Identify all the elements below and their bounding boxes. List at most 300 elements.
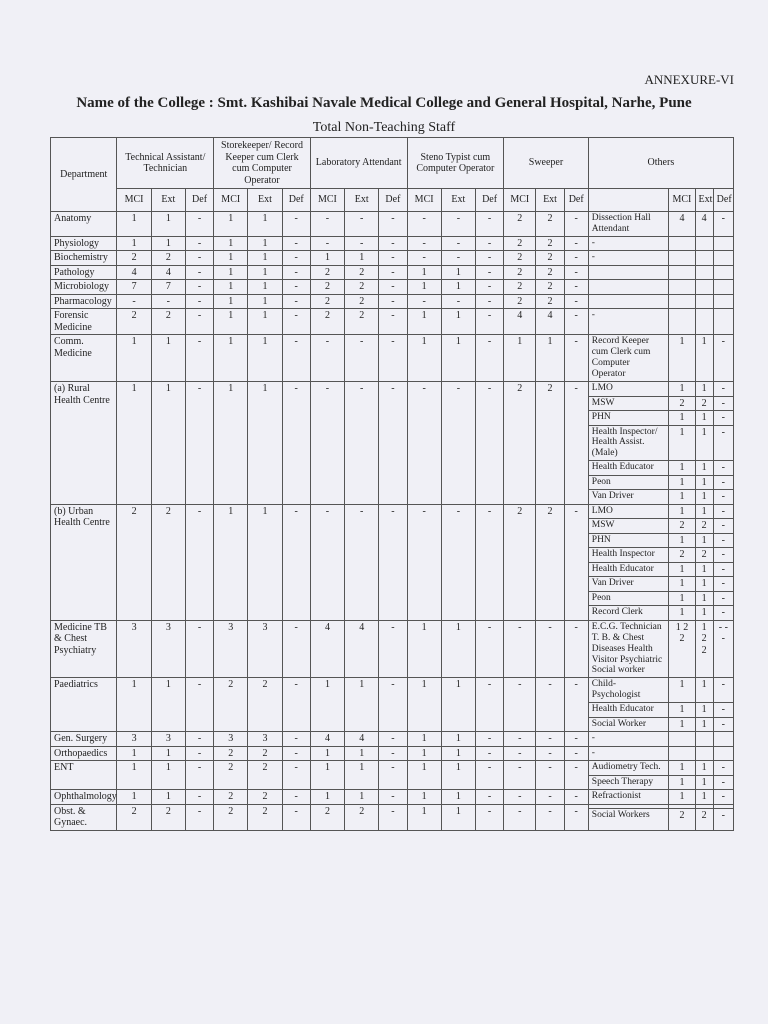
value-cell: - bbox=[475, 212, 503, 237]
table-row bbox=[51, 265, 734, 280]
header-storekeeper: Storekeeper/ Record Keeper cum Clerk cum Computer Operator bbox=[214, 138, 311, 189]
others-value-cell bbox=[695, 280, 713, 295]
department-cell: Anatomy bbox=[51, 212, 117, 237]
value-cell: 1 bbox=[214, 294, 248, 309]
others-name-cell: - bbox=[588, 309, 669, 335]
subheader-mci: MCI bbox=[117, 189, 151, 212]
others-value-cell: 1 bbox=[669, 606, 695, 621]
subheader-ext: Ext bbox=[248, 189, 282, 212]
value-cell: - bbox=[475, 251, 503, 266]
value-cell: - bbox=[185, 251, 213, 266]
value-cell: 2 bbox=[117, 504, 151, 620]
value-cell: - bbox=[310, 236, 344, 251]
subheader-def: Def bbox=[475, 189, 503, 212]
value-cell: 2 bbox=[504, 251, 536, 266]
value-cell: 1 bbox=[407, 678, 441, 732]
others-name-cell: Speech Therapy bbox=[588, 775, 669, 790]
annexure-label: ANNEXURE-VI bbox=[644, 72, 734, 87]
value-cell: - bbox=[379, 790, 407, 805]
value-cell: 1 bbox=[248, 212, 282, 237]
others-value-cell: - bbox=[713, 606, 733, 621]
value-cell: - bbox=[185, 335, 213, 382]
others-name-cell bbox=[588, 294, 669, 309]
value-cell: - bbox=[564, 280, 588, 295]
value-cell: 1 bbox=[214, 309, 248, 335]
others-name-cell bbox=[588, 265, 669, 280]
others-value-cell: - bbox=[713, 335, 733, 382]
others-value-cell bbox=[669, 309, 695, 335]
value-cell: 2 bbox=[248, 678, 282, 732]
value-cell: - bbox=[379, 236, 407, 251]
value-cell: 3 bbox=[248, 620, 282, 678]
others-value-cell bbox=[695, 265, 713, 280]
others-value-cell: 1 bbox=[669, 790, 695, 805]
value-cell: 2 bbox=[536, 236, 564, 251]
subheader-mci: MCI bbox=[310, 189, 344, 212]
table-row bbox=[51, 251, 734, 266]
subheader-others-mci: MCI bbox=[669, 189, 695, 212]
others-value-cell: - bbox=[713, 775, 733, 790]
value-cell: 2 bbox=[345, 804, 379, 830]
header-lab-attendant: Laboratory Attendant bbox=[310, 138, 407, 189]
value-cell: - bbox=[564, 212, 588, 237]
staff-table bbox=[50, 137, 734, 831]
value-cell: - bbox=[475, 382, 503, 505]
value-cell: - bbox=[564, 335, 588, 382]
others-value-cell bbox=[695, 746, 713, 761]
others-value-cell: - bbox=[713, 703, 733, 718]
table-row bbox=[51, 732, 734, 747]
others-value-cell bbox=[713, 746, 733, 761]
others-value-cell: 1 bbox=[669, 504, 695, 519]
value-cell: 1 bbox=[441, 804, 475, 830]
value-cell: - bbox=[475, 335, 503, 382]
value-cell: 3 bbox=[151, 732, 185, 747]
others-value-cell: - bbox=[713, 519, 733, 534]
value-cell: - bbox=[564, 732, 588, 747]
table-row bbox=[51, 761, 734, 776]
value-cell: - bbox=[282, 309, 310, 335]
others-value-cell bbox=[695, 309, 713, 335]
value-cell: 2 bbox=[345, 280, 379, 295]
others-name-cell bbox=[588, 280, 669, 295]
value-cell: - bbox=[282, 280, 310, 295]
others-name-cell: Health Inspector/ Health Assist.(Male) bbox=[588, 425, 669, 461]
value-cell: - bbox=[407, 236, 441, 251]
value-cell: - bbox=[185, 790, 213, 805]
others-name-cell: Van Driver bbox=[588, 490, 669, 505]
others-name-cell: Social Worker bbox=[588, 717, 669, 732]
value-cell: - bbox=[379, 620, 407, 678]
table-row bbox=[51, 236, 734, 251]
value-cell: - bbox=[564, 790, 588, 805]
value-cell: 1 bbox=[248, 251, 282, 266]
value-cell: - bbox=[185, 280, 213, 295]
value-cell: 1 bbox=[117, 335, 151, 382]
others-value-cell: 1 bbox=[695, 425, 713, 461]
value-cell: 2 bbox=[117, 309, 151, 335]
value-cell: 2 bbox=[536, 382, 564, 505]
others-value-cell: - bbox=[713, 490, 733, 505]
others-value-cell bbox=[695, 236, 713, 251]
value-cell: 1 bbox=[345, 678, 379, 732]
value-cell: 1 bbox=[117, 236, 151, 251]
value-cell: 1 bbox=[407, 761, 441, 790]
others-name-cell: Social Workers bbox=[588, 809, 669, 831]
value-cell: - bbox=[282, 236, 310, 251]
value-cell: - bbox=[282, 620, 310, 678]
others-value-cell: - bbox=[713, 382, 733, 397]
value-cell: 2 bbox=[117, 251, 151, 266]
value-cell: 1 bbox=[345, 746, 379, 761]
value-cell: - bbox=[564, 382, 588, 505]
value-cell: - bbox=[379, 732, 407, 747]
subheader-others-name bbox=[588, 189, 669, 212]
value-cell: 1 bbox=[151, 382, 185, 505]
value-cell: - bbox=[185, 294, 213, 309]
others-name-cell: PHN bbox=[588, 533, 669, 548]
value-cell: 1 bbox=[536, 335, 564, 382]
value-cell: 4 bbox=[536, 309, 564, 335]
value-cell: - bbox=[185, 761, 213, 790]
value-cell: - bbox=[282, 294, 310, 309]
others-value-cell: - bbox=[713, 396, 733, 411]
others-value-cell: 1 bbox=[695, 533, 713, 548]
others-value-cell: 1 bbox=[669, 761, 695, 776]
others-value-cell bbox=[695, 294, 713, 309]
subheader-others-def: Def bbox=[713, 189, 733, 212]
value-cell: - bbox=[117, 294, 151, 309]
value-cell: - bbox=[185, 804, 213, 830]
value-cell: 2 bbox=[151, 504, 185, 620]
subheader-mci: MCI bbox=[407, 189, 441, 212]
value-cell: - bbox=[536, 620, 564, 678]
value-cell: 1 bbox=[248, 335, 282, 382]
value-cell: 1 bbox=[407, 746, 441, 761]
value-cell: 2 bbox=[536, 265, 564, 280]
value-cell: - bbox=[475, 790, 503, 805]
value-cell: - bbox=[185, 504, 213, 620]
value-cell: - bbox=[185, 265, 213, 280]
others-value-cell bbox=[713, 236, 733, 251]
others-value-cell: 1 bbox=[695, 717, 713, 732]
value-cell: 1 bbox=[117, 678, 151, 732]
value-cell: - bbox=[564, 251, 588, 266]
value-cell: 1 bbox=[407, 790, 441, 805]
value-cell: - bbox=[282, 335, 310, 382]
value-cell: 3 bbox=[214, 620, 248, 678]
value-cell: 2 bbox=[504, 504, 536, 620]
department-cell: Biochemistry bbox=[51, 251, 117, 266]
value-cell: 1 bbox=[310, 251, 344, 266]
value-cell: - bbox=[282, 804, 310, 830]
others-name-cell: - bbox=[588, 732, 669, 747]
value-cell: - bbox=[379, 280, 407, 295]
value-cell: - bbox=[379, 309, 407, 335]
value-cell: 4 bbox=[151, 265, 185, 280]
value-cell: 2 bbox=[310, 804, 344, 830]
subheader-others-ext: Ext bbox=[695, 189, 713, 212]
others-value-cell: 2 bbox=[669, 809, 695, 831]
value-cell: - bbox=[536, 761, 564, 790]
value-cell: - bbox=[310, 335, 344, 382]
value-cell: 2 bbox=[504, 265, 536, 280]
others-value-cell: - bbox=[713, 411, 733, 426]
others-value-cell: 1 bbox=[695, 490, 713, 505]
department-cell: Orthopaedics bbox=[51, 746, 117, 761]
value-cell: 1 bbox=[310, 790, 344, 805]
others-value-cell bbox=[669, 280, 695, 295]
table-row bbox=[51, 382, 734, 397]
value-cell: - bbox=[441, 294, 475, 309]
value-cell: - bbox=[504, 761, 536, 790]
others-value-cell: 2 bbox=[695, 809, 713, 831]
value-cell: - bbox=[564, 236, 588, 251]
table-row bbox=[51, 746, 734, 761]
others-value-cell: 1 bbox=[695, 703, 713, 718]
value-cell: 1 bbox=[441, 746, 475, 761]
value-cell: - bbox=[185, 309, 213, 335]
value-cell: - bbox=[379, 761, 407, 790]
value-cell: - bbox=[564, 265, 588, 280]
value-cell: 1 bbox=[441, 790, 475, 805]
others-value-cell bbox=[669, 236, 695, 251]
others-value-cell: 1 bbox=[669, 591, 695, 606]
value-cell: 1 bbox=[214, 335, 248, 382]
value-cell: 1 bbox=[248, 280, 282, 295]
value-cell: 1 bbox=[151, 678, 185, 732]
others-value-cell: - bbox=[713, 678, 733, 703]
value-cell: 1 bbox=[310, 761, 344, 790]
others-value-cell: 1 bbox=[669, 775, 695, 790]
others-value-cell: - bbox=[713, 761, 733, 776]
others-value-cell: - bbox=[713, 809, 733, 831]
value-cell: 1 bbox=[248, 504, 282, 620]
value-cell: 1 bbox=[407, 620, 441, 678]
others-value-cell: - bbox=[713, 425, 733, 461]
department-cell: Obst. & Gynaec. bbox=[51, 804, 117, 830]
department-cell: Paediatrics bbox=[51, 678, 117, 732]
value-cell: - bbox=[185, 732, 213, 747]
others-value-cell: 1 bbox=[695, 577, 713, 592]
department-cell: Gen. Surgery bbox=[51, 732, 117, 747]
value-cell: 1 bbox=[504, 335, 536, 382]
others-name-cell: Peon bbox=[588, 475, 669, 490]
value-cell: 4 bbox=[504, 309, 536, 335]
value-cell: 1 bbox=[214, 382, 248, 505]
header-sweeper: Sweeper bbox=[504, 138, 589, 189]
value-cell: - bbox=[475, 732, 503, 747]
value-cell: - bbox=[282, 212, 310, 237]
value-cell: - bbox=[475, 746, 503, 761]
value-cell: 2 bbox=[536, 280, 564, 295]
others-name-cell: Record Keeper cum Clerk cum Computer Operator bbox=[588, 335, 669, 382]
value-cell: 2 bbox=[504, 294, 536, 309]
others-value-cell: - bbox=[713, 212, 733, 237]
value-cell: - bbox=[345, 504, 379, 620]
table-row bbox=[51, 678, 734, 703]
value-cell: 1 bbox=[345, 761, 379, 790]
value-cell: 1 bbox=[407, 804, 441, 830]
value-cell: 1 bbox=[441, 280, 475, 295]
table-row bbox=[51, 212, 734, 237]
value-cell: 7 bbox=[117, 280, 151, 295]
table-row bbox=[51, 335, 734, 382]
others-value-cell: 1 bbox=[669, 703, 695, 718]
value-cell: - bbox=[475, 236, 503, 251]
value-cell: - bbox=[536, 804, 564, 830]
others-value-cell bbox=[713, 294, 733, 309]
value-cell: 1 bbox=[214, 504, 248, 620]
value-cell: 1 bbox=[151, 790, 185, 805]
value-cell: - bbox=[379, 212, 407, 237]
others-name-cell: Refractionist bbox=[588, 790, 669, 805]
value-cell: - bbox=[379, 504, 407, 620]
others-value-cell: 2 bbox=[669, 519, 695, 534]
value-cell: 2 bbox=[504, 212, 536, 237]
value-cell: 2 bbox=[117, 804, 151, 830]
department-cell: Forensic Medicine bbox=[51, 309, 117, 335]
value-cell: - bbox=[282, 732, 310, 747]
value-cell: 3 bbox=[117, 732, 151, 747]
others-value-cell: 1 bbox=[695, 591, 713, 606]
value-cell: 2 bbox=[345, 309, 379, 335]
value-cell: - bbox=[536, 790, 564, 805]
others-name-cell: MSW bbox=[588, 396, 669, 411]
value-cell: 2 bbox=[345, 294, 379, 309]
value-cell: 1 bbox=[214, 265, 248, 280]
value-cell: - bbox=[282, 382, 310, 505]
value-cell: - bbox=[185, 746, 213, 761]
value-cell: 1 bbox=[441, 309, 475, 335]
value-cell: 1 bbox=[117, 382, 151, 505]
others-name-cell: - bbox=[588, 236, 669, 251]
others-value-cell bbox=[669, 251, 695, 266]
value-cell: - bbox=[441, 236, 475, 251]
others-value-cell: - bbox=[713, 591, 733, 606]
value-cell: 2 bbox=[310, 265, 344, 280]
value-cell: 1 bbox=[117, 790, 151, 805]
others-value-cell: - bbox=[713, 461, 733, 476]
value-cell: 4 bbox=[310, 620, 344, 678]
value-cell: 2 bbox=[248, 761, 282, 790]
header-steno-typist: Steno Typist cum Computer Operator bbox=[407, 138, 504, 189]
value-cell: - bbox=[185, 382, 213, 505]
value-cell: 2 bbox=[536, 212, 564, 237]
value-cell: - bbox=[345, 335, 379, 382]
value-cell: 2 bbox=[151, 804, 185, 830]
others-value-cell bbox=[713, 265, 733, 280]
others-name-cell: LMO bbox=[588, 504, 669, 519]
department-cell: Comm. Medicine bbox=[51, 335, 117, 382]
value-cell: 1 bbox=[441, 678, 475, 732]
value-cell: - bbox=[536, 732, 564, 747]
subheader-ext: Ext bbox=[345, 189, 379, 212]
others-name-cell: Peon bbox=[588, 591, 669, 606]
others-value-cell: - bbox=[713, 577, 733, 592]
value-cell: 1 bbox=[310, 746, 344, 761]
value-cell: 1 bbox=[248, 309, 282, 335]
others-name-cell: - bbox=[588, 251, 669, 266]
document-title: Name of the College : Smt. Kashibai Navale Medical College and General Hospital, Narhe, Pune bbox=[76, 95, 692, 111]
value-cell: - bbox=[441, 251, 475, 266]
value-cell: - bbox=[407, 212, 441, 237]
value-cell: 2 bbox=[214, 746, 248, 761]
value-cell: 1 bbox=[345, 251, 379, 266]
department-cell: Physiology bbox=[51, 236, 117, 251]
value-cell: 2 bbox=[310, 294, 344, 309]
subheader-def: Def bbox=[185, 189, 213, 212]
others-value-cell bbox=[695, 732, 713, 747]
others-value-cell: - bbox=[713, 504, 733, 519]
value-cell: 1 bbox=[117, 761, 151, 790]
value-cell: - bbox=[282, 504, 310, 620]
value-cell: 2 bbox=[248, 804, 282, 830]
value-cell: 2 bbox=[310, 280, 344, 295]
value-cell: 2 bbox=[214, 678, 248, 732]
subheader-ext: Ext bbox=[151, 189, 185, 212]
value-cell: 2 bbox=[504, 236, 536, 251]
value-cell: - bbox=[504, 620, 536, 678]
table-row bbox=[51, 294, 734, 309]
value-cell: - bbox=[282, 761, 310, 790]
value-cell: 2 bbox=[536, 294, 564, 309]
value-cell: 2 bbox=[536, 251, 564, 266]
value-cell: 1 bbox=[345, 790, 379, 805]
value-cell: 1 bbox=[151, 761, 185, 790]
others-value-cell: - bbox=[713, 562, 733, 577]
value-cell: - bbox=[475, 504, 503, 620]
others-value-cell: 1 bbox=[669, 717, 695, 732]
others-value-cell: 1 bbox=[695, 335, 713, 382]
value-cell: - bbox=[504, 732, 536, 747]
others-value-cell: 1 bbox=[695, 790, 713, 805]
others-value-cell: 2 bbox=[695, 519, 713, 534]
value-cell: - bbox=[407, 382, 441, 505]
value-cell: - bbox=[379, 382, 407, 505]
value-cell: - bbox=[407, 504, 441, 620]
value-cell: - bbox=[564, 620, 588, 678]
value-cell: - bbox=[504, 804, 536, 830]
others-value-cell: 4 bbox=[695, 212, 713, 237]
department-cell: ENT bbox=[51, 761, 117, 790]
subheader-mci: MCI bbox=[214, 189, 248, 212]
value-cell: 1 bbox=[441, 732, 475, 747]
others-value-cell: 1 bbox=[695, 562, 713, 577]
others-value-cell: 2 bbox=[695, 548, 713, 563]
others-value-cell: 1 bbox=[695, 382, 713, 397]
value-cell: - bbox=[185, 678, 213, 732]
value-cell: 7 bbox=[151, 280, 185, 295]
others-value-cell: 1 bbox=[695, 475, 713, 490]
value-cell: 1 bbox=[441, 335, 475, 382]
others-name-cell: PHN bbox=[588, 411, 669, 426]
table-row bbox=[51, 790, 734, 805]
value-cell: 4 bbox=[117, 265, 151, 280]
others-value-cell: 1 bbox=[669, 533, 695, 548]
value-cell: - bbox=[379, 294, 407, 309]
value-cell: 1 bbox=[151, 236, 185, 251]
others-name-cell: Dissection Hall Attendant bbox=[588, 212, 669, 237]
value-cell: - bbox=[345, 382, 379, 505]
others-name-cell: Van Driver bbox=[588, 577, 669, 592]
value-cell: 1 bbox=[214, 280, 248, 295]
others-name-cell: Health Educator bbox=[588, 461, 669, 476]
others-name-cell: Child- Psychologist bbox=[588, 678, 669, 703]
others-value-cell: 1 bbox=[695, 775, 713, 790]
value-cell: - bbox=[504, 678, 536, 732]
others-value-cell: 1 bbox=[695, 504, 713, 519]
